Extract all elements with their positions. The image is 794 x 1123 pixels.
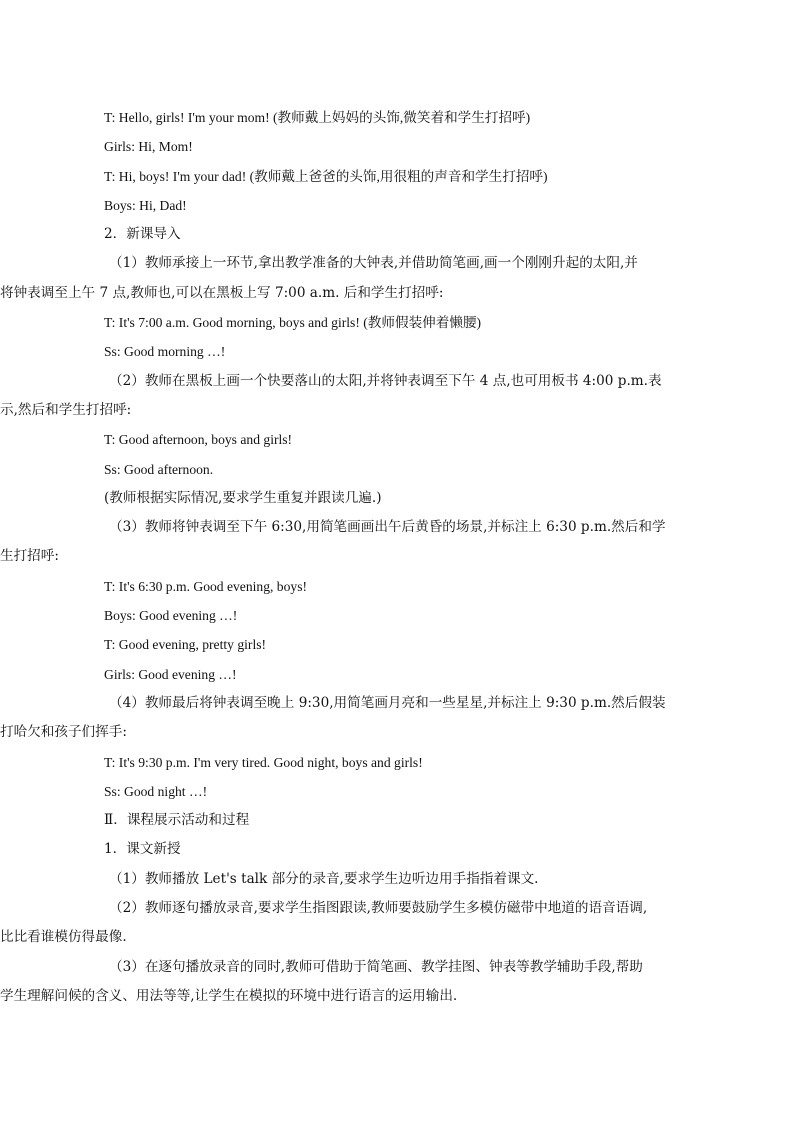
paragraph [0,249,732,308]
dialogue-line: T: It's 9:30 p.m. I'm very tired. Good night, boys and girls! [104,754,423,770]
paragraph [0,689,732,748]
paragraph-line: （4）教师最后将钟表调至晚上 9:30,用简笔画月亮和一些星星,并标注上 9:30 p.m.然后假装 [109,694,666,711]
paragraph-line: 示,然后和学生打招呼: [0,401,132,418]
subsection-heading: 1．课文新授 [104,841,181,858]
paragraph-line: 生打招呼: [0,548,59,565]
paragraph [0,367,732,426]
paragraph-line: （3）在逐句播放录音的同时,教师可借助于简笔画、教学挂图、钟表等教学辅助手段,帮助 [109,958,643,975]
dialogue-line: T: It's 7:00 a.m. Good morning, boys and girls! (教师假装伸着懒腰) [104,315,482,331]
paragraph [0,513,732,572]
paragraph-line: 比比看谁模仿得最像. [0,929,127,946]
paragraph-line: （2）教师逐句播放录音,要求学生指图跟读,教师要鼓励学生多模仿磁带中地道的语音语调, [109,900,648,917]
note-line: (教师根据实际情况,要求学生重复并跟读几遍.) [104,489,382,506]
dialogue-line: Girls: Hi, Mom! [104,139,193,155]
dialogue-line: Girls: Good evening …! [104,666,237,682]
paragraph-line: 将钟表调至上午 7 点,教师也,可以在黑板上写 7:00 a.m. 后和学生打招呼: [0,284,444,301]
dialogue-line: Boys: Good evening …! [104,608,238,624]
dialogue-line: T: Good afternoon, boys and girls! [104,432,293,448]
paragraph [0,894,732,953]
dialogue-line: T: Hi, boys! I'm your dad! (教师戴上爸爸的头饰,用很粗的声音和学生打招呼) [104,168,548,184]
section-heading: 2．新课导入 [104,226,181,243]
dialogue-line: Ss: Good afternoon. [104,461,214,477]
paragraph-line: （2）教师在黑板上画一个快要落山的太阳,并将钟表调至下午 4 点,也可用板书 4:00 p.m.表 [109,372,662,389]
paragraph-line: （3）教师将钟表调至下午 6:30,用简笔画画出午后黄昏的场景,并标注上 6:30 p.m.然后和学 [109,519,666,536]
dialogue-line: Ss: Good morning …! [104,344,226,360]
dialogue-line: T: Good evening, pretty girls! [104,637,267,653]
dialogue-line: Ss: Good night …! [104,783,208,799]
paragraph-line: 学生理解问候的含义、用法等等,让学生在模拟的环境中进行语言的运用输出. [0,987,458,1004]
lesson-plan-body [0,103,732,1011]
dialogue-line: Boys: Hi, Dad! [104,197,187,213]
paragraph [0,953,732,1012]
dialogue-line: T: Hello, girls! I'm your mom! (教师戴上妈妈的头饰,微笑着和学生打招呼) [104,110,531,125]
paragraph-line: 打哈欠和孩子们挥手: [0,724,127,741]
section-heading: Ⅱ．课程展示活动和过程 [104,812,250,829]
dialogue-line: T: It's 6:30 p.m. Good evening, boys! [104,578,308,594]
paragraph-line: （1）教师承接上一环节,拿出教学准备的大钟表,并借助简笔画,画一个刚刚升起的太阳,并 [109,255,638,272]
paragraph [104,865,732,894]
paragraph-line: （1）教师播放 Let's talk 部分的录音,要求学生边听边用手指指着课文. [109,870,539,887]
